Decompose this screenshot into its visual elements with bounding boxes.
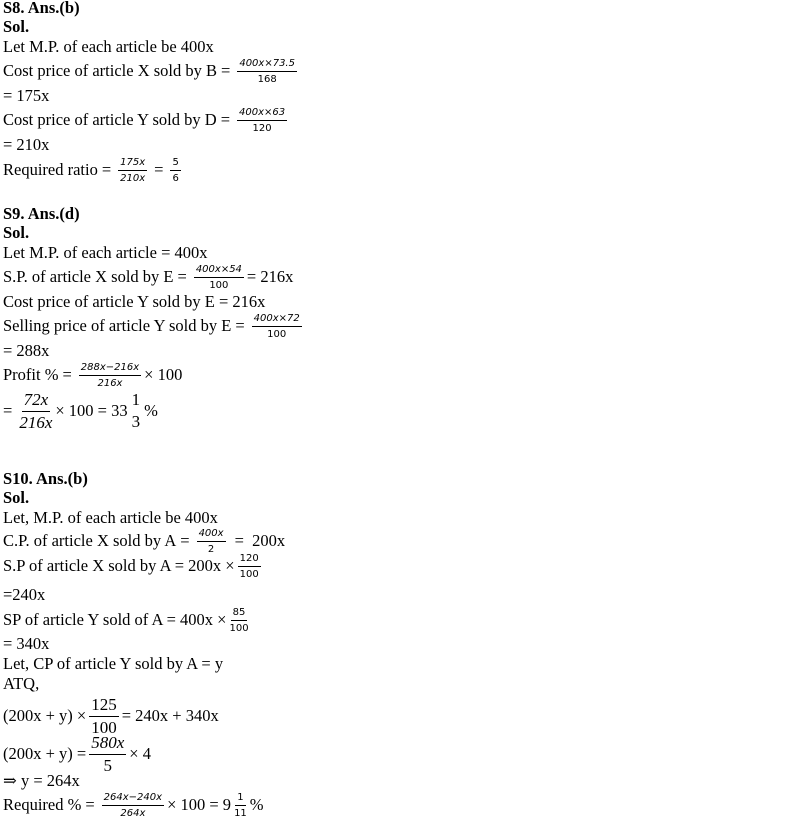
text: = 200x — [234, 531, 286, 550]
s8-line: Cost price of article Y sold by D = $\frac{400x\times 63}{120}$ — [3, 106, 286, 134]
s10-line: =240x — [3, 585, 46, 604]
s9-line: Selling price of article Y sold by E = $\frac{400x\times 72}{100}$ — [3, 312, 300, 340]
fraction: $\frac{288x-216x}{216x}$ — [80, 361, 140, 389]
text: (200x + y) × — [3, 706, 87, 725]
fraction: $\frac{264x-240x}{264x}$ — [103, 791, 163, 819]
text: Cost price of article Y sold by D — [3, 110, 217, 129]
fraction: 1 3 — [131, 390, 141, 431]
s8-line: Let M.P. of each article be 400x — [3, 37, 214, 56]
fraction: $\frac{580x}{5}$ — [91, 732, 125, 775]
s8-line: Required ratio = $\frac{175x}{210x}$ = $\frac{5}{6}$ — [3, 156, 179, 184]
s9-line: = $\frac{72x}{216x}$ × 100 = 33 1 3 % — [3, 389, 158, 432]
fraction: $\frac{400x\times 54}{100}$ — [195, 263, 242, 291]
text: × 4 — [129, 744, 151, 763]
fraction: $\frac{72x}{216x}$ — [19, 389, 53, 432]
text: S.P of article X sold by A = 200x × — [3, 556, 235, 575]
s9-line: Cost price of article Y sold by E = 216x — [3, 292, 266, 311]
s9-line: Profit % = $\frac{288x-216x}{216x}$ × 100 — [3, 361, 183, 389]
s10-line: Required % = $\frac{264x-240x}{264x}$ × 100 = 9 1 11 % — [3, 791, 264, 819]
fraction: $\frac{5}{6}$ — [172, 156, 179, 184]
s8-line: = 210x — [3, 135, 50, 154]
text: % — [144, 401, 158, 420]
s10-line: = 340x — [3, 634, 50, 653]
s9-line: = 288x — [3, 341, 50, 360]
s10-heading: S10. Ans.(b) — [3, 469, 88, 488]
s8-heading: S8. Ans.(b) — [3, 0, 80, 17]
text: (200x + y) = — [3, 744, 87, 763]
s10-line — [3, 732, 151, 775]
s8-line: = 175x — [3, 86, 50, 105]
text: Required ratio — [3, 160, 98, 179]
s10-line — [3, 552, 264, 580]
text: C.P. of article X sold by A — [3, 531, 177, 550]
s9-sol-label: Sol. — [3, 223, 30, 242]
fraction: $\frac{400x\times 73.5}{168}$ — [239, 57, 295, 85]
text: × 100 = 33 — [55, 401, 128, 420]
text: S.P. of article X sold by E — [3, 267, 174, 286]
fraction: $\frac{400x}{2}$ — [198, 527, 224, 555]
fraction: $\frac{175x}{210x}$ — [120, 156, 146, 184]
s10-sol-label: Sol. — [3, 488, 30, 507]
s10-line: Let, CP of article Y sold by A = y — [3, 654, 224, 673]
fraction: $\frac{120}{100}$ — [239, 552, 259, 580]
fraction: $\frac{125}{100}$ — [91, 694, 117, 737]
text: × 100 — [144, 365, 183, 384]
fraction: $\frac{85}{100}$ — [229, 606, 249, 634]
fraction: $\frac{400x\times 63}{120}$ — [239, 106, 286, 134]
text: Selling price of article Y sold by E — [3, 316, 232, 335]
fraction: $\frac{400x\times 72}{100}$ — [253, 312, 300, 340]
text: = 216x — [246, 267, 294, 286]
text: % — [249, 795, 264, 814]
s10-line: Let, M.P. of each article be 400x — [3, 508, 218, 527]
text: SP of article Y sold of A = 400x × — [3, 610, 227, 629]
s9-line: Let M.P. of each article = 400x — [3, 243, 208, 262]
s9-line: S.P. of article X sold by E = $\frac{400x\times 54}{100}$ = 216x — [3, 263, 294, 291]
s10-line: ⇒ y = 264x — [3, 771, 80, 790]
text: Profit % — [3, 365, 59, 384]
text: × 100 = 9 — [167, 795, 232, 814]
s10-line — [3, 694, 219, 737]
text: Required % — [3, 795, 82, 814]
s8-line: Cost price of article X sold by B = $\frac{400x\times 73.5}{168}$ — [3, 57, 295, 85]
s10-line: C.P. of article X sold by A = $\frac{400x}{2}$ = 200x — [3, 527, 286, 555]
s8-sol-label: Sol. — [3, 17, 30, 36]
text: Cost price of article X sold by B — [3, 61, 218, 80]
s10-line: ATQ, — [3, 674, 40, 693]
fraction: 1 11 — [234, 791, 247, 819]
text: = 240x + 340x — [121, 706, 219, 725]
s9-heading: S9. Ans.(d) — [3, 204, 80, 223]
s10-line — [3, 606, 252, 634]
